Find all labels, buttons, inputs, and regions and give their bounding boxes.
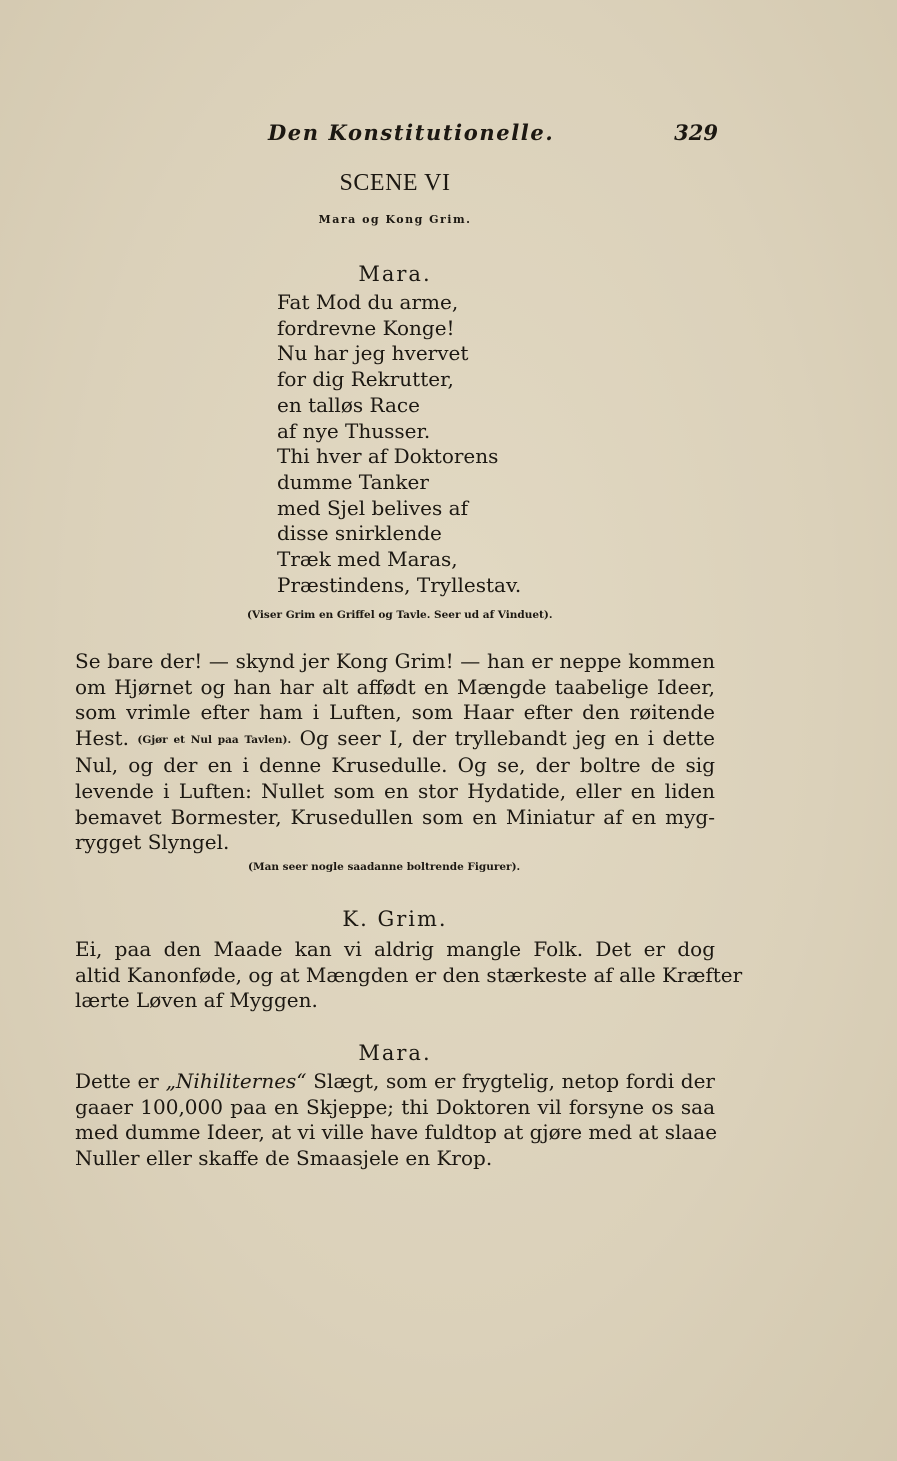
stage-direction: (Viser Grim en Griffel og Tavle. Seer ud af Vinduet). [247, 609, 553, 621]
verse-line: Fat Mod du arme, [277, 290, 459, 314]
speaker-mara: Mara. [358, 1041, 432, 1065]
prose-fragment: Dette er [75, 1069, 166, 1093]
italic-term: „Nihiliternes“ [165, 1069, 307, 1093]
scene-characters: Mara og Kong Grim. [318, 213, 472, 226]
prose-line: Nuller eller skaffe de Smaasjele en Krop. [75, 1145, 493, 1170]
inline-stage-direction: (Gjør et Nul paa Tavlen). [137, 733, 292, 746]
prose-fragment: Og seer I, der tryllebandt jeg en i dette [299, 725, 716, 750]
speaker-mara: Mara. [358, 262, 432, 286]
prose-line: Ei, paa den Maade kan vi aldrig mangle Folk. Det er dog [75, 937, 715, 961]
verse-line: fordrevne Konge! [277, 315, 455, 340]
verse-line: med Sjel belives af [277, 495, 468, 520]
verse-line: Thi hver af Doktorens [277, 444, 499, 469]
prose-line: altid Kanonføde, og at Mængden er den stærkeste af alle Kræfter [75, 962, 743, 987]
prose-block [75, 649, 715, 856]
prose-line: om Hjørnet og han har alt affødt en Mængde taabelige Ideer, [75, 674, 715, 699]
prose-line [75, 726, 715, 754]
prose-fragment: Hest. [75, 725, 129, 750]
verse-line: en talløs Race [277, 392, 420, 417]
prose-line: med dumme Ideer, at vi ville have fuldtop at gjøre med at slaae [75, 1120, 718, 1145]
speaker-k-grim: K. Grim. [342, 907, 448, 931]
prose-line: gaaer 100,000 paa en Skjeppe; thi Doktoren vil forsyne os saa [75, 1094, 715, 1119]
prose-block [75, 1069, 718, 1171]
prose-line: levende i Luften: Nullet som en stor Hydatide, eller en liden [75, 778, 715, 803]
verse-line: Træk med Maras, [277, 547, 458, 572]
page-number: 329 [674, 120, 718, 145]
prose-line: som vrimle efter ham i Luften, som Haar efter den røitende [75, 700, 715, 725]
verse-line: dumme Tanker [277, 469, 429, 494]
verse-line: af nye Thusser. [277, 418, 431, 443]
prose-line: bemavet Bormester, Krusedullen som en Miniatur af en myg- [75, 804, 715, 829]
prose-line: Se bare der! — skynd jer Kong Grim! — han er neppe kommen [75, 649, 715, 673]
scene-title: SCENE VI [339, 170, 451, 196]
verse-block [277, 290, 697, 598]
prose-line: lærte Løven af Myggen. [75, 988, 318, 1013]
stage-direction: (Man seer nogle saadanne boltrende Figurer). [248, 861, 521, 873]
prose-line [75, 1069, 715, 1095]
prose-line: rygget Slyngel. [75, 830, 230, 855]
verse-line: for dig Rekrutter, [277, 367, 454, 392]
page-header [268, 120, 718, 150]
prose-fragment: Slægt, som er frygtelig, netop fordi der [306, 1069, 715, 1093]
running-title: Den Konstitutionelle. [268, 120, 555, 145]
prose-line: Nul, og der en i denne Krusedulle. Og se, der boltre de sig [75, 753, 715, 778]
prose-block [75, 937, 743, 1014]
verse-line: Præstindens, Tryllestav. [277, 572, 522, 597]
verse-line: Nu har jeg hvervet [277, 341, 469, 366]
verse-line: disse snirklende [277, 521, 442, 546]
